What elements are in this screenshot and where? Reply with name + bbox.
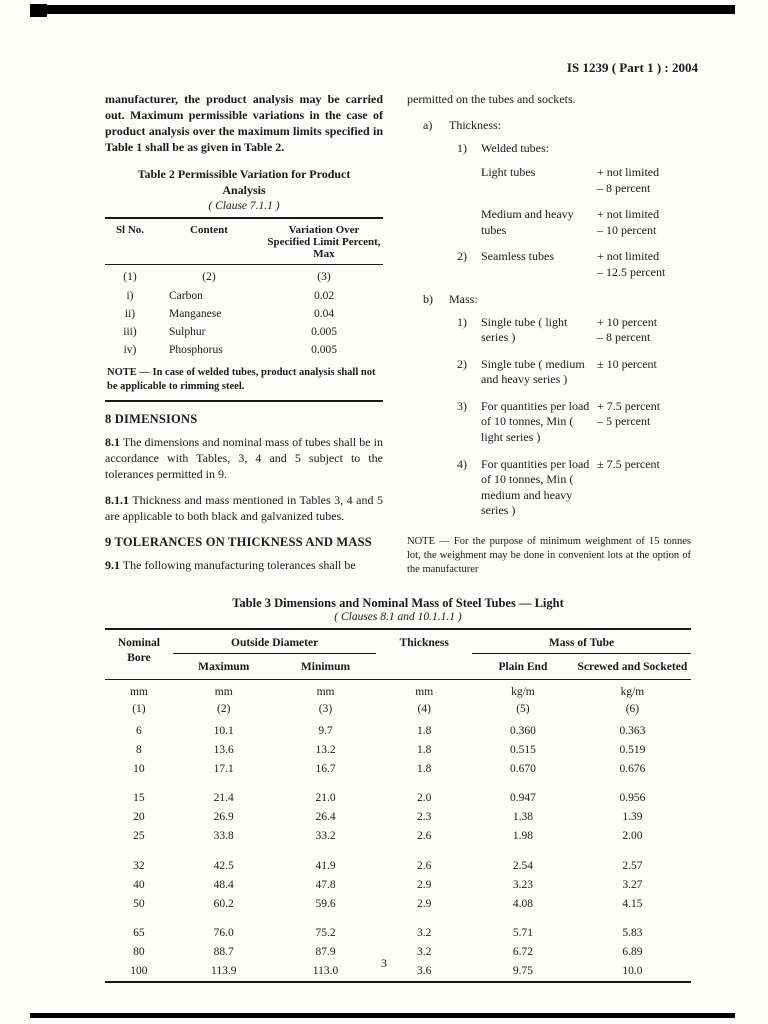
item-a2-number: 2) [457, 249, 467, 264]
table3-cell-mass-plain: 1.38 [512, 811, 533, 824]
table3-cell-thickness: 1.8 [417, 762, 432, 775]
table3-cell-bore: 15 [133, 792, 145, 805]
single-light-values [597, 315, 691, 346]
scan-artifact-top-bar [33, 5, 735, 14]
table3-cell-od-max: 48.4 [213, 878, 234, 891]
tolerance-quantities-light [407, 399, 691, 446]
table2-header-content: Content [155, 218, 265, 265]
tolerance-item-a [407, 118, 691, 133]
table3-cell-bore: 32 [133, 859, 145, 872]
table3-row [105, 913, 691, 943]
table3-cell-od-max: 33.8 [213, 830, 234, 843]
table3-row [105, 778, 691, 808]
item-a-title: Thickness: [449, 117, 501, 132]
table3-cell-od-max: 76.0 [213, 927, 234, 940]
clause-8-1-1-number: 8.1.1 [105, 493, 129, 508]
item-b3-number: 3) [457, 398, 467, 413]
table3-cell-thickness: 3.6 [417, 965, 432, 978]
table3-cell-thickness: 2.0 [417, 792, 432, 805]
table2-cell-variation: 0.02 [313, 290, 335, 303]
table2-header-slno: Sl No. [105, 218, 155, 265]
light-tubes-plus: + not limited [597, 164, 660, 179]
table2-cell-slno: iii) [123, 326, 137, 339]
page-number: 3 [381, 956, 387, 970]
table2-row [105, 323, 383, 341]
table3-cell-mass-plain: 0.670 [509, 762, 536, 775]
table2-cell-content: Sulphur [169, 326, 206, 339]
table3-cell-bore: 40 [133, 878, 145, 891]
item-b-title: Mass: [449, 291, 478, 306]
tolerance-item-a1 [407, 141, 691, 156]
seamless-plus: + not limited [597, 249, 660, 264]
table2-cell-content: Carbon [169, 290, 203, 303]
table3-cell-od-max: 17.1 [213, 762, 234, 775]
section-8-heading: 8 DIMENSIONS [105, 412, 198, 427]
table3-clause: ( Clauses 8.1 and 10.1.1.1 ) [334, 611, 462, 624]
table3-cell-mass-plain: 0.947 [509, 792, 536, 805]
right-column [407, 92, 691, 584]
table3-cell-bore: 25 [133, 830, 145, 843]
table3-header-thickness: Thickness [376, 629, 472, 680]
table2-colnum-3: (3) [317, 271, 331, 284]
table3-cell-bore: 100 [130, 965, 148, 978]
table3-row [105, 740, 691, 759]
standard-reference: IS 1239 ( Part 1 ) : 2004 [566, 60, 698, 75]
table3-row [105, 875, 691, 894]
table3-colnum: (3) [318, 703, 333, 716]
table2-head [105, 218, 383, 287]
table2-foot [105, 359, 383, 401]
table2-cell-slno: i) [126, 290, 134, 303]
table3-cell-od-max: 26.9 [213, 811, 234, 824]
table3-cell-od-max: 13.6 [213, 743, 234, 756]
item-a1-label: Welded tubes: [481, 140, 550, 155]
quantities-medium-heavy-values [597, 457, 691, 519]
table3-cell-od-min: 59.6 [315, 897, 336, 910]
table3-header-screwed: Screwed and Socketed [574, 654, 691, 680]
quantities-light-label: For quantities per load of 10 tonnes, Min ( light series ) [481, 398, 590, 445]
table3-colnum: (5) [516, 703, 530, 716]
table2-cell-slno: iv) [123, 344, 137, 357]
table3-header-minimum: Minimum [275, 654, 377, 680]
clause-9-1-text: The following manufacturing tolerances shall be [122, 558, 356, 573]
table3-header-mass-of-tube: Mass of Tube [472, 629, 691, 653]
tolerance-single-light [407, 315, 691, 346]
item-a-number: a) [423, 117, 433, 132]
table3-cell-mass-screwed: 0.363 [619, 724, 646, 737]
table3-colnum: (4) [417, 703, 431, 716]
table3-cell-bore: 80 [133, 946, 145, 959]
table3-cell-bore: 20 [133, 811, 145, 824]
clause-8-1-text: The dimensions and nominal mass of tubes shall be in accordance with Tables, 3, 4 and 5 subject to the tolerances permitted in 9. [105, 435, 383, 482]
table3-unit: mm [316, 686, 335, 699]
table3-colnum-row [105, 701, 691, 722]
table3-cell-mass-screwed: 1.39 [622, 811, 643, 824]
table2-cell-content: Phosphorus [169, 344, 223, 357]
table3-unit: mm [415, 686, 434, 699]
table3-cell-thickness: 2.6 [417, 859, 432, 872]
table2-header-variation: Variation Over Specified Limit Percent, Max [265, 218, 383, 265]
table3-cell-mass-screwed: 0.676 [619, 762, 646, 775]
table3-units-row [105, 680, 691, 701]
light-tubes-label: Light tubes [481, 164, 536, 179]
table3-cell-bore: 65 [133, 927, 145, 940]
table3-row [105, 721, 691, 740]
quantities-light-minus: – 5 percent [597, 414, 651, 429]
clause-8-1 [105, 435, 383, 483]
clause-8-1-1-text: Thickness and mass mentioned in Tables 3, 4 and 5 are applicable to both black and galvanized tubes. [105, 493, 383, 524]
table3-cell-od-max: 10.1 [213, 724, 234, 737]
table3-cell-mass-plain: 0.515 [509, 743, 536, 756]
table3-header-row-1 [105, 629, 691, 653]
table3-cell-thickness: 2.9 [417, 878, 432, 891]
table3-cell-bore: 8 [136, 743, 142, 756]
table3-cell-od-min: 21.0 [315, 792, 336, 805]
table3-cell-thickness: 1.8 [417, 724, 432, 737]
table3-title: Table 3 Dimensions and Nominal Mass of Steel Tubes — Light [232, 596, 564, 611]
table2-clause: ( Clause 7.1.1 ) [208, 200, 280, 213]
table3-cell-od-min: 16.7 [315, 762, 336, 775]
table3-cell-od-max: 88.7 [213, 946, 234, 959]
table3-cell-mass-screwed: 6.89 [622, 946, 643, 959]
tolerance-seamless-tubes [407, 249, 691, 280]
table3-row [105, 808, 691, 827]
table2-colnum-1: (1) [123, 271, 137, 284]
item-b4-number: 4) [457, 456, 467, 471]
table2-row [105, 341, 383, 359]
single-light-plus: + 10 percent [597, 314, 658, 329]
clause-8-1-number: 8.1 [105, 435, 120, 450]
medium-heavy-label: Medium and heavy tubes [481, 207, 574, 237]
table3-row [105, 759, 691, 778]
light-tubes-values [597, 165, 691, 196]
seamless-minus: – 12.5 percent [597, 264, 666, 279]
table2-cell-content: Manganese [169, 308, 222, 321]
table3-cell-od-min: 87.9 [315, 946, 336, 959]
table3-cell-bore: 10 [133, 762, 145, 775]
table3-cell-mass-screwed: 2.57 [622, 859, 643, 872]
table3-cell-mass-plain: 0.360 [509, 724, 536, 737]
table2-cell-slno: ii) [124, 308, 136, 321]
table3-cell-mass-plain: 2.54 [512, 859, 533, 872]
table3-cell-od-min: 33.2 [315, 830, 336, 843]
table3-cell-mass-plain: 4.08 [512, 897, 533, 910]
table3-cell-mass-screwed: 10.0 [622, 965, 643, 978]
medium-heavy-values [597, 207, 691, 238]
table3-cell-od-min: 41.9 [315, 859, 336, 872]
item-a1-number: 1) [457, 140, 467, 155]
table3-header-nominal-bore: Nominal Bore [105, 629, 173, 680]
table2-permissible-variation [105, 217, 383, 402]
table3-cell-mass-plain: 5.71 [512, 927, 533, 940]
page-content [105, 92, 691, 983]
table3-row [105, 846, 691, 876]
table3-cell-od-max: 113.9 [211, 965, 237, 978]
table3-cell-bore: 6 [136, 724, 142, 737]
table3-dimensions-mass [105, 628, 691, 983]
table3-cell-od-max: 60.2 [213, 897, 234, 910]
table3-unit: kg/m [620, 686, 645, 699]
continuation-paragraph: permitted on the tubes and sockets. [407, 92, 576, 106]
table3-cell-mass-plain: 3.23 [512, 878, 533, 891]
table3-header-maximum: Maximum [173, 654, 275, 680]
table2-cell-variation: 0.005 [311, 326, 337, 339]
two-column-layout [105, 92, 691, 584]
table3-cell-od-min: 113.0 [312, 965, 339, 978]
clause-8-1-1 [105, 493, 383, 525]
quantities-light-plus: + 7.5 percent [597, 398, 661, 413]
table3-cell-mass-plain: 1.98 [512, 830, 533, 843]
table3-cell-thickness: 3.2 [417, 927, 432, 940]
table3-cell-mass-screwed: 0.956 [619, 792, 646, 805]
clause-9-1-number: 9.1 [105, 558, 120, 573]
table3-cell-thickness: 2.9 [417, 897, 432, 910]
document-header [567, 60, 698, 76]
table3-cell-od-max: 21.4 [213, 792, 234, 805]
table3-cell-od-max: 42.5 [213, 859, 234, 872]
table3-colnum: (1) [132, 703, 146, 716]
table3-body [105, 721, 691, 982]
table3-row [105, 827, 691, 846]
tolerance-item-b [407, 292, 691, 307]
single-medium-heavy-label: Single tube ( medium and heavy series ) [481, 356, 585, 387]
table3-cell-od-min: 47.8 [315, 878, 336, 891]
table2-colnum-row [105, 265, 383, 288]
seamless-label: Seamless tubes [481, 249, 554, 264]
table3-row [105, 894, 691, 913]
single-light-minus: – 8 percent [597, 330, 651, 345]
intro-paragraph: manufacturer, the product analysis may be carried out. Maximum permissible variations in the case of product analysis over the maximum limits specified in Table 1 shall be as given in Table 2. [105, 92, 383, 154]
table3-cell-thickness: 2.6 [417, 830, 432, 843]
table3-colnum: (2) [217, 703, 231, 716]
table3-header-plain-end: Plain End [472, 654, 574, 680]
quantities-light-values [597, 399, 691, 446]
table2-title: Table 2 Permissible Variation for Product Analysis [137, 166, 351, 197]
table3-section [105, 596, 691, 983]
table3-unit: mm [214, 686, 233, 699]
quantities-medium-heavy-label: For quantities per load of 10 tonnes, Min ( medium and heavy series ) [481, 456, 590, 518]
quantities-medium-heavy-pm: ± 7.5 percent [597, 456, 660, 471]
table3-cell-mass-screwed: 5.83 [622, 927, 643, 940]
table3-header-outside-diameter: Outside Diameter [173, 629, 377, 653]
table2-body [105, 287, 383, 359]
table2-cell-variation: 0.04 [313, 308, 335, 321]
medium-heavy-minus: – 10 percent [597, 222, 657, 237]
table3-cell-od-min: 13.2 [315, 743, 336, 756]
weighment-note: NOTE — For the purpose of minimum weighment of 15 tonnes lot, the weighment may be done in convenient lots at the option of the manufacturer [407, 536, 691, 576]
single-medium-heavy-values [597, 357, 691, 388]
table3-cell-thickness: 3.2 [417, 946, 432, 959]
single-medium-heavy-pm: ± 10 percent [597, 356, 657, 371]
table3-cell-thickness: 2.3 [417, 811, 432, 824]
clause-9-1 [105, 558, 383, 574]
table3-head [105, 629, 691, 721]
tolerance-quantities-medium-heavy [407, 457, 691, 519]
table2-note: NOTE — In case of welded tubes, product analysis shall not be applicable to rimming steel. [107, 367, 376, 392]
tolerance-medium-heavy-tubes [407, 207, 691, 238]
table3-cell-mass-screwed: 2.00 [622, 830, 643, 843]
table3-cell-mass-screwed: 3.27 [622, 878, 643, 891]
table3-cell-mass-plain: 6.72 [512, 946, 533, 959]
tolerance-light-tubes [407, 165, 691, 196]
table3-cell-mass-plain: 9.75 [512, 965, 533, 978]
table2-cell-variation: 0.005 [311, 344, 337, 357]
tolerance-single-medium-heavy [407, 357, 691, 388]
light-tubes-minus: – 8 percent [597, 180, 651, 195]
table3-cell-od-min: 75.2 [315, 927, 336, 940]
item-b-number: b) [423, 291, 433, 306]
table3-unit: mm [129, 686, 148, 699]
table2-row [105, 287, 383, 305]
table2-row [105, 305, 383, 323]
table3-cell-mass-screwed: 0.519 [619, 743, 646, 756]
single-light-label: Single tube ( light series ) [481, 314, 568, 345]
table3-unit: kg/m [511, 686, 535, 699]
table2-header-row [105, 218, 383, 265]
item-b1-number: 1) [457, 314, 467, 329]
scan-artifact-bottom-bar [30, 1013, 735, 1018]
section-9-heading: 9 TOLERANCES ON THICKNESS AND MASS [105, 535, 372, 550]
table3-colnum: (6) [625, 703, 640, 716]
table2-colnum-2: (2) [202, 271, 216, 284]
medium-heavy-plus: + not limited [597, 207, 660, 222]
table3-cell-mass-screwed: 4.15 [622, 897, 643, 910]
table3-cell-thickness: 1.8 [417, 743, 432, 756]
item-b2-number: 2) [457, 356, 467, 371]
left-column [105, 92, 383, 584]
seamless-values [597, 249, 691, 280]
table2-note-row [105, 359, 383, 401]
table3-cell-od-min: 26.4 [315, 811, 336, 824]
table3-cell-od-min: 9.7 [318, 724, 333, 737]
table3-cell-bore: 50 [133, 897, 145, 910]
